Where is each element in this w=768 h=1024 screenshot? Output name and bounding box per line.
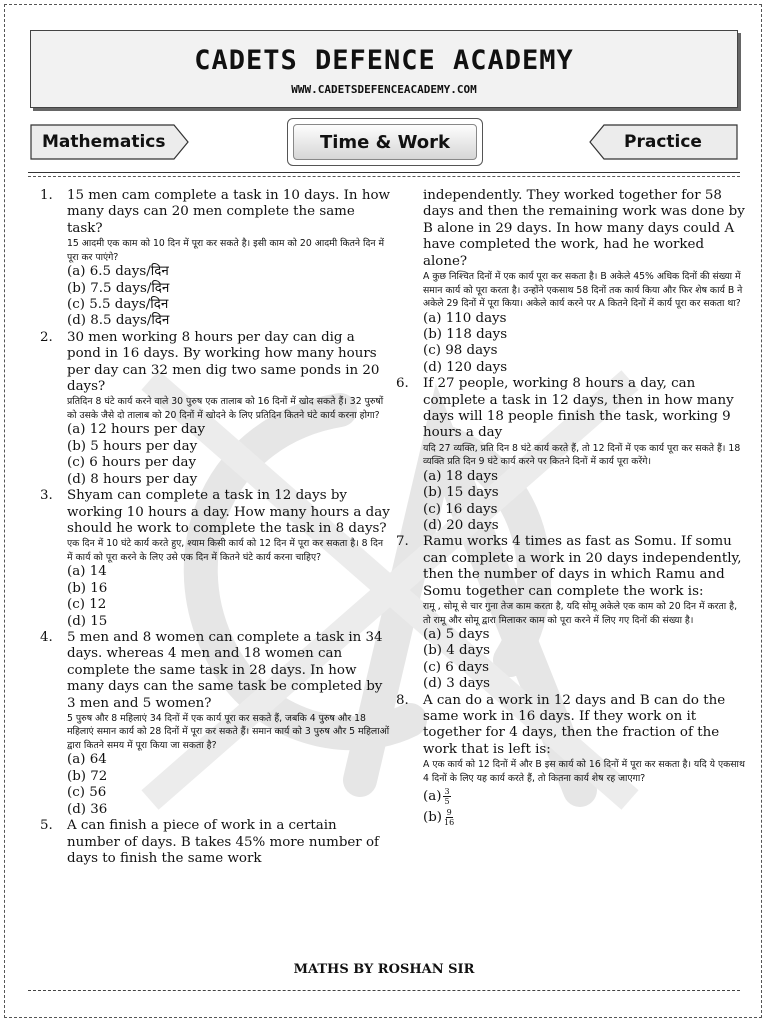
answer-option: (d) 15 [67,613,108,629]
answer-option: (a) 18 days [423,468,498,484]
question-number: 3. [40,488,53,504]
answer-option: (b) 16 [67,580,108,596]
question-number: 4. [40,629,53,645]
question-text: Ramu works 4 times as fast as Somu. If somu can complete a work in 20 days independently, then the number of days in which Ramu and Somu together can complete the work is: [423,534,742,599]
question-block [396,534,746,692]
question-hindi-text: एक दिन में 10 घंटे कार्य करते हुए, श्याम किसी कार्य को 12 दिन में पूरा कर सकता है। 8 दिन में कार्य को पूरा करने के लिए उसे एक दिन में कितने घंटे कार्य करना चाहिए? [67,538,384,563]
question-hindi-text: 15 आदमी एक काम को 10 दिन में पूरा कर सकते है। इसी काम को 20 आदमी कितने दिन में पूरा कर पाएंगे? [67,238,385,263]
topic-tab [287,118,483,166]
answer-option: (a) 14 [67,564,107,580]
question-number: 1. [40,188,53,203]
question-block [396,188,746,376]
answer-option-fraction [423,787,746,806]
question-number: 5. [40,818,53,834]
question-number: 2. [40,329,53,345]
question-number: 7. [396,534,409,550]
question-block [40,330,390,488]
question-hindi-text: A कुछ निश्चित दिनों में एक कार्य पूरा कर सकता है। B अकेले 45% अधिक दिनों की संख्या में समान कार्य को पूरा करता है। उन्होंने एकसाथ 58 दिनों तक कार्य किया और फिर शेष कार्य B ने अकेले 29 दिनों में पूरा किया। अकेले कार्य करने पर A कितने दिनों में कार्य पूरा कर सकता था? [423,271,743,310]
academy-url: WWW.CADETSDEFENCEACADEMY.COM [291,83,477,96]
question-text: 15 men cam complete a task in 10 days. In how many days can 20 men complete the same task? [67,188,390,236]
fraction-numerator: 3 [444,787,450,797]
fraction-numerator: 9 [446,808,452,818]
subject-tab [30,124,190,160]
answer-option: (b) 118 days [423,326,508,342]
answer-option-fraction [423,808,746,827]
divider-bottom [28,990,740,991]
topic-label: Time & Work [293,124,477,160]
question-text: Shyam can complete a task in 12 days by working 10 hours a day. How many hours a day should he work to complete the task in 8 days? [67,488,390,536]
question-number: 8. [396,692,409,708]
answer-option: (b) 7.5 days/दिन [67,280,170,296]
question-text: 30 men working 8 hours per day can dig a pond in 16 days. By working how many hours per day can 32 men dig two same ponds in 20 days? [67,329,380,395]
answer-option: (b) 4 days [423,643,491,659]
answer-option: (d) 8.5 days/दिन [67,313,170,329]
question-text: If 27 people, working 8 hours a day, can complete a task in 12 days, then in how many days will 18 people finish the task, working 9 hours a day [423,376,734,441]
answer-option: (c) 16 days [423,501,498,517]
right-question-column [396,188,746,827]
type-label: Practice [624,132,702,152]
answer-option: (d) 3 days [423,676,491,692]
question-block [40,188,390,330]
answer-option: (c) 6 days [423,659,489,675]
left-question-column [40,188,390,867]
answer-option: (c) 5.5 days/दिन [67,297,169,313]
question-hindi-text: प्रतिदिन 8 घंटे कार्य करने वाले 30 पुरुष एक तालाब को 16 दिनों में खोद सकते हैं। 32 पुरुषों को उसके जैसे दो तालाब को 20 दिनों में खोदने के लिए प्रतिदिन कितने घंटे कार्य करना होगा? [67,396,384,421]
answer-option: (d) 36 [67,801,108,817]
answer-option: (a) 12 hours per day [67,422,206,438]
question-block [396,693,746,828]
answer-option: (a) 64 [67,752,107,768]
question-hindi-text: रामू , सोमू से चार गुना तेज काम करता है, यदि सोमू अकेले एक काम को 20 दिन में करता है, तो रामू और सोमू द्वारा मिलाकर काम को पूरा करने में लिए गए दिनों की संख्या है। [423,601,738,626]
answer-option: (c) 12 [67,597,107,613]
subject-label: Mathematics [42,132,166,152]
answer-option: (b) 72 [67,768,108,784]
question-number: 6. [396,376,409,392]
question-hindi-text: A एक कार्य को 12 दिनों में और B इस कार्य को 16 दिनों में पूरा कर सकता है। यदि ये एकसाथ 4 दिनों के लिए यह कार्य करते हैं, तो कितना कार्य शेष रह जाएगा? [423,759,745,784]
question-text: independently. They worked together for 58 days and then the remaining work was done by B alone in 29 days. In how many days could A have completed the work, had he worked alone? [423,188,745,269]
answer-option: (c) 98 days [423,343,498,359]
answer-option: (c) 6 hours per day [67,455,197,471]
fraction-denominator: 5 [444,797,450,807]
question-block [40,488,390,630]
answer-option: (d) 120 days [423,359,508,375]
option-label: (b) [423,810,443,826]
answer-option: (d) 8 hours per day [67,471,198,487]
question-text: A can do a work in 12 days and B can do the same work in 16 days. If they work on it together for 4 days, then the fraction of the work that is left is: [423,692,726,757]
fraction [444,808,454,827]
academy-header [30,30,738,108]
fraction [443,787,450,806]
divider-dashed [28,176,740,177]
question-block [40,818,390,867]
footer-credit: MATHS BY ROSHAN SIR [293,962,475,977]
answer-option: (b) 5 hours per day [67,438,198,454]
answer-option: (a) 110 days [423,310,507,326]
question-text: 5 men and 8 women can complete a task in 34 days. whereas 4 men and 18 women can complete the same task in 28 days. In how many days can the same task be completed by 3 men and 5 women? [67,629,383,711]
question-text: A can finish a piece of work in a certain number of days. B takes 45% more number of days to finish the same work [67,818,379,866]
type-tab [588,124,738,160]
answer-option: (a) 6.5 days/दिन [67,264,169,280]
question-block [396,376,746,534]
question-hindi-text: यदि 27 व्यक्ति, प्रति दिन 8 घंटे कार्य करते हैं, तो 12 दिनों में एक कार्य पूरा कर सकते हैं। 18 व्यक्ति प्रति दिन 9 घंटे कार्य करने पर कितने दिनों में कार्य पूरा करेंगे। [423,442,741,468]
question-hindi-text: 5 पुरुष और 8 महिलाएं 34 दिनों में एक कार्य पूरा कर सकते हैं, जबकि 4 पुरुष और 18 महिलाएं समान कार्य को 28 दिनों में पूरा कर सकते हैं। समान कार्य को 3 पुरुष और 5 महिलाओं द्वारा कितने समय में पूरा किया जा सकता है? [67,712,390,751]
answer-option: (c) 56 [67,785,107,801]
answer-option: (b) 15 days [423,485,499,501]
academy-title: CADETS DEFENCE ACADEMY [194,45,574,76]
answer-option: (d) 20 days [423,518,499,533]
option-label: (a) [423,789,442,805]
fraction-denominator: 16 [444,818,455,828]
divider-top [28,172,740,173]
question-block [40,630,390,818]
answer-option: (a) 5 days [423,627,490,643]
